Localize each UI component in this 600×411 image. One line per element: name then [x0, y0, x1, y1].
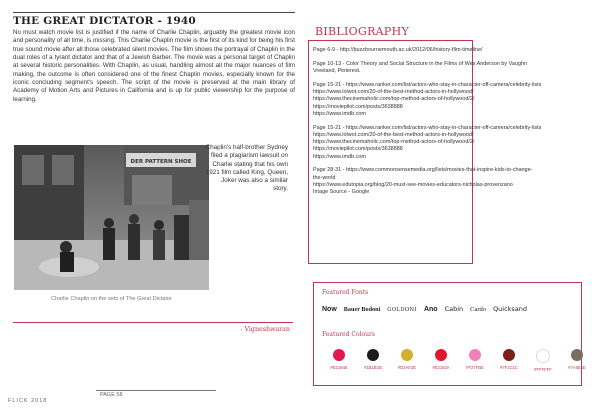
font-sample-cabin: Cabin [444, 305, 464, 313]
bib-line: https://moviepilot.com/posts/3638888 [313, 146, 403, 153]
footer-brand: FLICK 2018 [8, 398, 48, 404]
colour-dot [333, 349, 345, 361]
bib-line: https://www.thecinemaholic.com/top-method-actors-of-hollywood/2/ [313, 139, 475, 145]
bib-line: https://www.edutopia.org/blog/20-must-see-movies-educators-nicholas-provenzano [313, 181, 513, 188]
colour-swatch [492, 349, 526, 372]
bib-entry [313, 61, 571, 76]
colour-swatch [424, 349, 458, 372]
page-number: PAGE 58 [100, 392, 123, 398]
colour-hex-label: #7F1C1C [500, 365, 518, 370]
bib-entry [313, 82, 571, 118]
colour-swatch [560, 349, 594, 372]
article-body: No must watch movie list is justified if the name of Charlie Chaplin, arguably the greatest movie icon and personality of all time, is missing. This Charlie Chaplin movie is the first of its kind for being his first true sound movie after all those celebrated silent movies. The film shows the portrayal of Chaplin in the dual roles of a tyrant dictator and that of a Jewish Barber. The movie was a personal target of Chaplin at several historic personalities. With Chaplin, as usual, handling almost all the major nuances of film making, the outcome is often considered one of the finest Chaplin movies, especially known for the iconic concluding segment's speech. The script of the movie is preserved at the main library of Academy of Motion Arts and Pictures in California and is up for public viewership for the purpose of learning. [13, 29, 295, 103]
colour-dot [401, 349, 413, 361]
font-sample-cardo: Cardo [470, 306, 487, 313]
font-sample-bauer-bodoni: Bauer Bodoni [343, 306, 381, 313]
bib-line: Page 15-21 - https://www.ranker.com/list/actors-who-stay-in-character-off-camera/celebrity-lists [313, 81, 542, 88]
colour-dot [435, 349, 447, 361]
font-sample-ano: Ano [423, 306, 438, 313]
bibliography-list [313, 47, 571, 203]
colour-hex-label: #1B1B1B [364, 365, 382, 370]
footer-rule [96, 390, 216, 391]
colour-dot [571, 349, 583, 361]
bib-line: https://www.imdb.com [313, 110, 366, 117]
colour-hex-label: #E2182A [432, 365, 450, 370]
colour-swatch [390, 349, 424, 372]
bib-entry [313, 47, 571, 54]
bibliography-title: BIBLIOGRAPHY [315, 25, 410, 38]
film-still-illustration [14, 145, 209, 290]
bib-line: Page 28-31 - https://www.commonsensemedia.org/lists/movies-that-inspire-kids-to-change- [313, 167, 533, 174]
featured-fonts-label: Featured Fonts [322, 289, 369, 296]
bib-line: the-world [313, 174, 336, 181]
pull-quote: Chaplin's half-brother Sydney filed a plagiarism lawsuit on Charlie stating that his own 1921 film called King, Queen, Joker was also a similar story. [205, 144, 288, 193]
colour-hex-label: #FFFFFF [534, 367, 552, 372]
film-still-photo [14, 145, 209, 290]
colour-hex-label: #7A6E5E [568, 365, 586, 370]
bib-entry [313, 125, 571, 161]
author-signature: - Vigneshwaran [240, 326, 290, 333]
bib-line: Vreeland, Pinterest. [313, 68, 361, 74]
colour-dot [367, 349, 379, 361]
bib-entry [313, 167, 571, 196]
bib-line: https://www.thecinemaholic.com/top-method-actors-of-hollywood/2/ [313, 96, 475, 103]
top-rule [13, 12, 295, 13]
colour-swatch [356, 349, 390, 372]
colour-swatch [322, 349, 356, 372]
photo-caption: Charlie Chaplin on the sets of The Great Dictator [51, 296, 172, 302]
bib-line: Page 10-13 - Color Theory and Social Structure in the Films of Wes Anderson by Vaughn [313, 60, 527, 67]
bib-line: https://www.imdb.com [313, 153, 366, 160]
featured-colours-label: Featured Colours [322, 331, 375, 338]
colour-hex-label: #E2184E [330, 365, 348, 370]
font-sample-now: Now [322, 306, 337, 313]
colour-dot [536, 349, 550, 363]
bib-line: Page 6-9 - http://buzzbournemouth.ac.uk/2012/06/history-film-timeline/ [313, 47, 483, 53]
colour-swatches [322, 349, 594, 372]
bib-line: https://www.lolwot.com/20-of-the-best-method-actors-in-hollywood/ [313, 131, 474, 138]
signature-rule [13, 322, 293, 323]
featured-fonts-row [322, 305, 527, 313]
colour-hex-label: #F27FBE [466, 365, 484, 370]
font-sample-goldoni: GOLDONI [387, 307, 417, 313]
font-sample-quicksand: Quicksand [493, 305, 528, 313]
bib-line: https://www.lolwot.com/20-of-the-best-method-actors-in-hollywood/ [313, 89, 474, 95]
colour-swatch [526, 349, 560, 372]
bib-line: https://moviepilot.com/posts/3638888 [313, 103, 403, 110]
article-title: THE GREAT DICTATOR - 1940 [13, 15, 196, 27]
bib-line: Image Source - Google [313, 189, 370, 195]
colour-dot [469, 349, 481, 361]
colour-swatch [458, 349, 492, 372]
photo-shop-sign: DER PATTERN SHOE [130, 159, 192, 165]
colour-hex-label: #D3AF2E [397, 365, 417, 370]
colour-dot [503, 349, 515, 361]
bib-line: Page 15-21 - https://www.ranker.com/list/actors-who-stay-in-character-off-camera/celebrity-lists [313, 124, 542, 131]
